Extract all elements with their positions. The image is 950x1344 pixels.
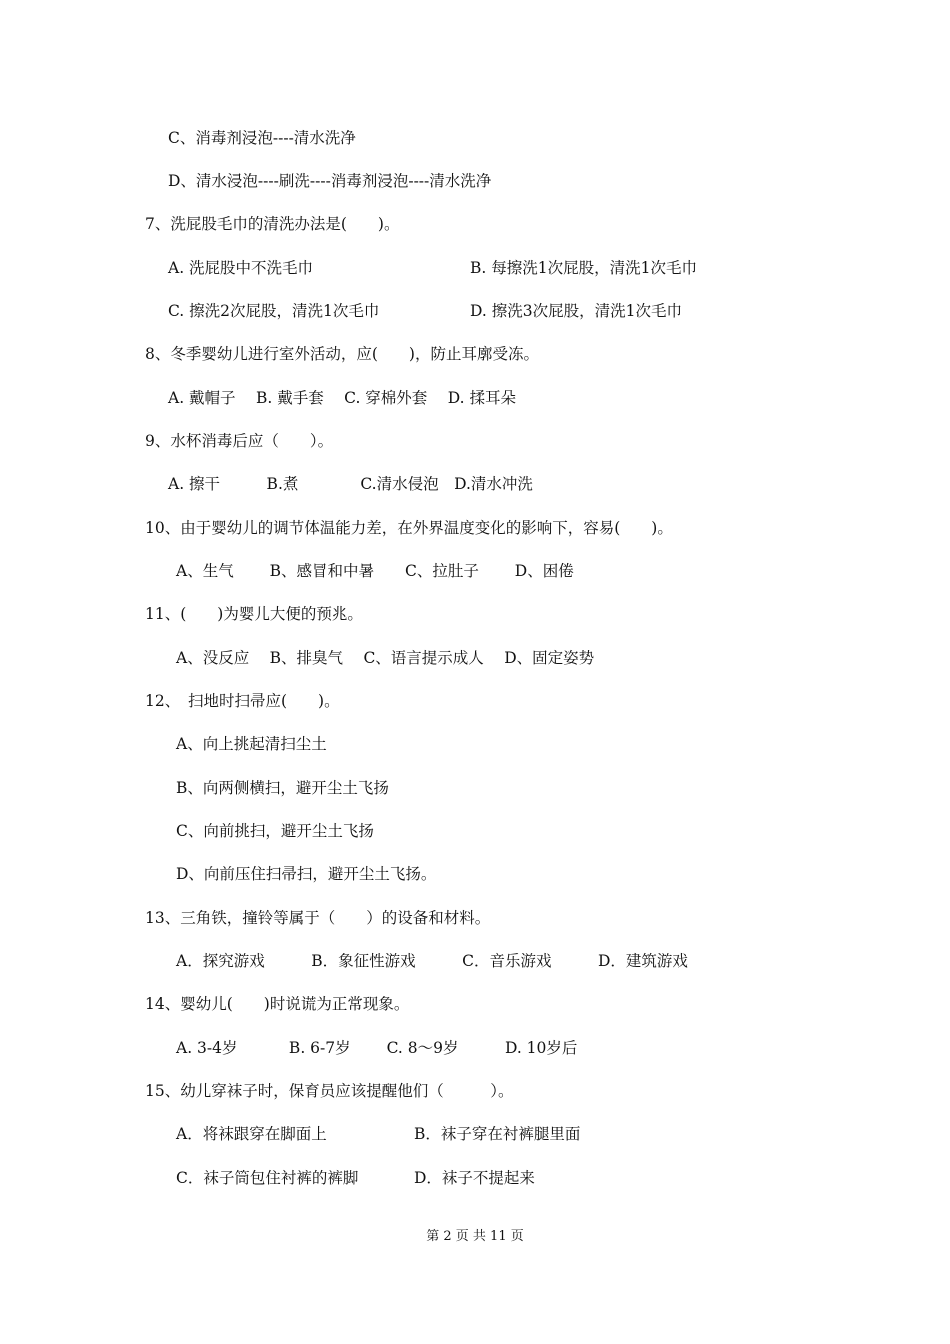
option-text: B、向两侧横扫，避开尘土飞扬 <box>176 779 389 797</box>
option-text: D、向前压住扫帚扫，避开尘土飞扬。 <box>176 865 437 883</box>
question-text: 11、( )为婴儿大便的预兆。 <box>145 605 363 623</box>
question-text: 8、冬季婴幼儿进行室外活动，应( )，防止耳廓受冻。 <box>145 345 539 363</box>
question-text: 15、幼儿穿袜子时，保育员应该提醒他们（ ）。 <box>145 1082 514 1100</box>
question-text: 14、婴幼儿( )时说谎为正常现象。 <box>145 995 410 1013</box>
question-text: 10、由于婴幼儿的调节体温能力差，在外界温度变化的影响下，容易( )。 <box>145 519 673 537</box>
option-text: C、消毒剂浸泡----清水洗净 <box>168 129 356 147</box>
option-text: A、向上挑起清扫尘土 <box>176 735 327 753</box>
option-text: C．袜子筒包住衬裤的裤脚 <box>176 1169 359 1187</box>
option-text: A. 3-4岁 B. 6-7岁 C. 8～9岁 D. 10岁后 <box>176 1039 578 1057</box>
option-text: A．将袜跟穿在脚面上 <box>176 1125 327 1143</box>
option-text: B．袜子穿在衬裤腿里面 <box>414 1125 581 1143</box>
option-text: C、向前挑扫，避开尘土飞扬 <box>176 822 374 840</box>
option-text: D. 擦洗3次屁股，清洗1次毛巾 <box>470 302 682 320</box>
option-text: D、清水浸泡----刷洗----消毒剂浸泡----清水洗净 <box>168 172 492 190</box>
option-text: A．探究游戏 B．象征性游戏 C．音乐游戏 D．建筑游戏 <box>176 952 688 970</box>
page-footer: 第 2 页 共 11 页 <box>426 1229 524 1244</box>
option-text: A、没反应 B、排臭气 C、语言提示成人 D、固定姿势 <box>176 649 595 667</box>
option-text: C. 擦洗2次屁股，清洗1次毛巾 <box>168 302 380 320</box>
question-text: 9、水杯消毒后应（ ）。 <box>145 432 334 450</box>
question-text: 12、 扫地时扫帚应( )。 <box>145 692 340 710</box>
question-text: 13、三角铁，撞铃等属于（ ）的设备和材料。 <box>145 909 491 927</box>
option-text: D．袜子不提起来 <box>414 1169 535 1187</box>
option-text: A. 戴帽子 B. 戴手套 C. 穿棉外套 D. 揉耳朵 <box>168 389 516 407</box>
question-text: 7、洗屁股毛巾的清洗办法是( )。 <box>145 215 400 233</box>
option-text: A. 擦干 B.煮 C.清水侵泡 D.清水冲洗 <box>168 475 533 493</box>
option-text: A. 洗屁股中不洗毛巾 <box>168 259 314 277</box>
option-text: A、生气 B、感冒和中暑 C、拉肚子 D、困倦 <box>176 562 574 580</box>
option-text: B. 每擦洗1次屁股，清洗1次毛巾 <box>470 259 697 277</box>
